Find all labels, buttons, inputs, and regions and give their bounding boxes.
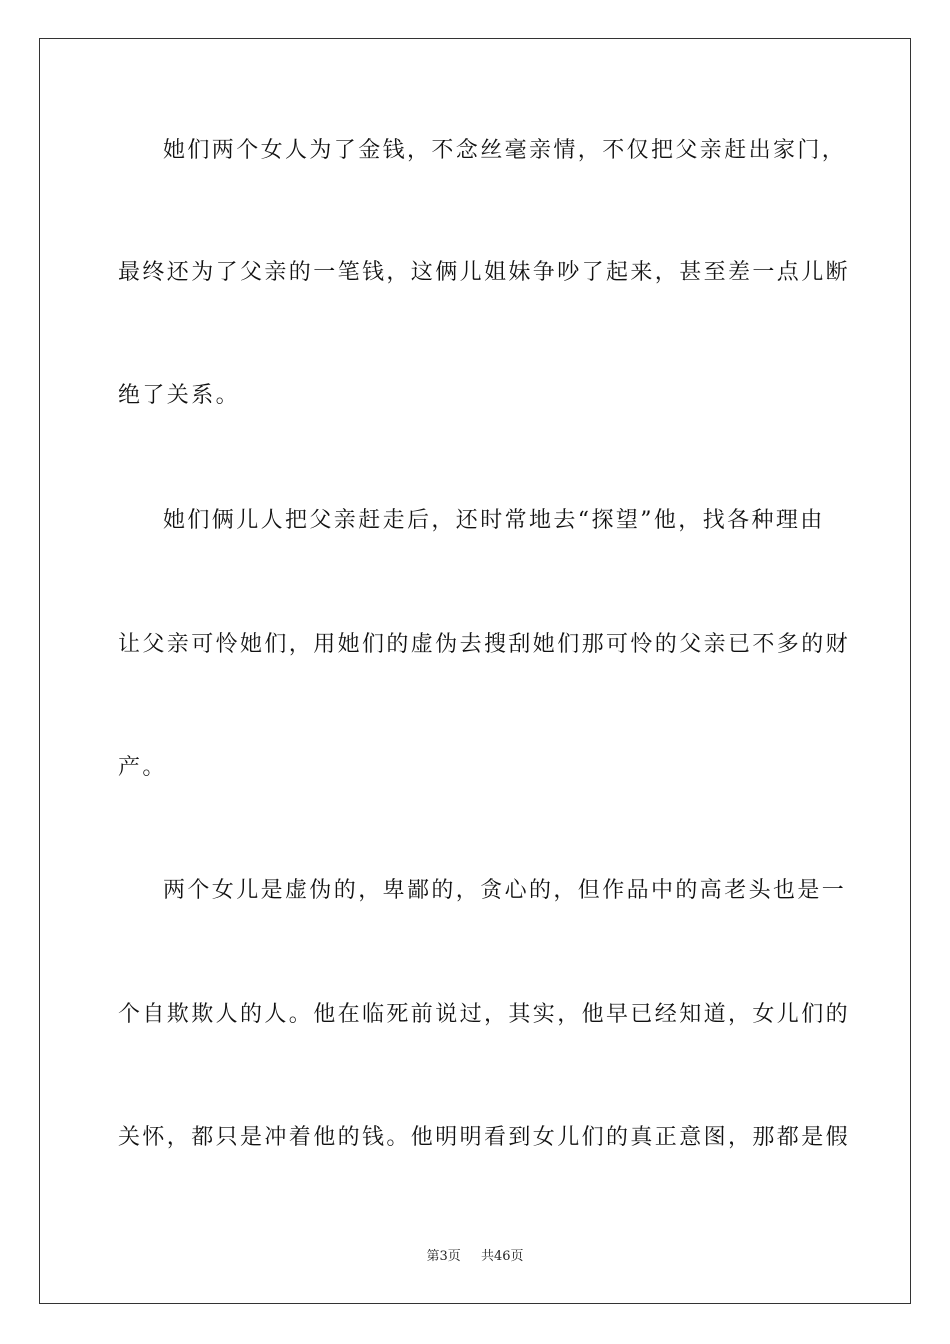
paragraph-line: 产。 — [118, 755, 167, 780]
paragraph-line: 个自欺欺人的人。他在临死前说过，其实，他早已经知道，女儿们的 — [118, 1002, 851, 1027]
paragraph-line: 绝了关系。 — [118, 383, 241, 408]
paragraph-line: 她们两个女人为了金钱，不念丝毫亲情，不仅把父亲赶出家门， — [163, 138, 847, 163]
page-number: 第3页 — [426, 1249, 461, 1264]
paragraph-line: 关怀，都只是冲着他的钱。他明明看到女儿们的真正意图，那都是假 — [118, 1125, 851, 1150]
paragraph-line: 让父亲可怜她们，用她们的虚伪去搜刮她们那可怜的父亲已不多的财 — [118, 632, 851, 657]
page-border — [39, 38, 911, 1304]
page-footer — [0, 1249, 950, 1265]
page-total: 共46页 — [480, 1249, 524, 1264]
paragraph-line: 最终还为了父亲的一笔钱，这俩儿姐妹争吵了起来，甚至差一点儿断 — [118, 260, 851, 285]
paragraph-line: 她们俩儿人把父亲赶走后，还时常地去“探望”他，找各种理由 — [163, 508, 825, 533]
paragraph-line: 两个女儿是虚伪的，卑鄙的，贪心的，但作品中的高老头也是一 — [163, 878, 847, 903]
